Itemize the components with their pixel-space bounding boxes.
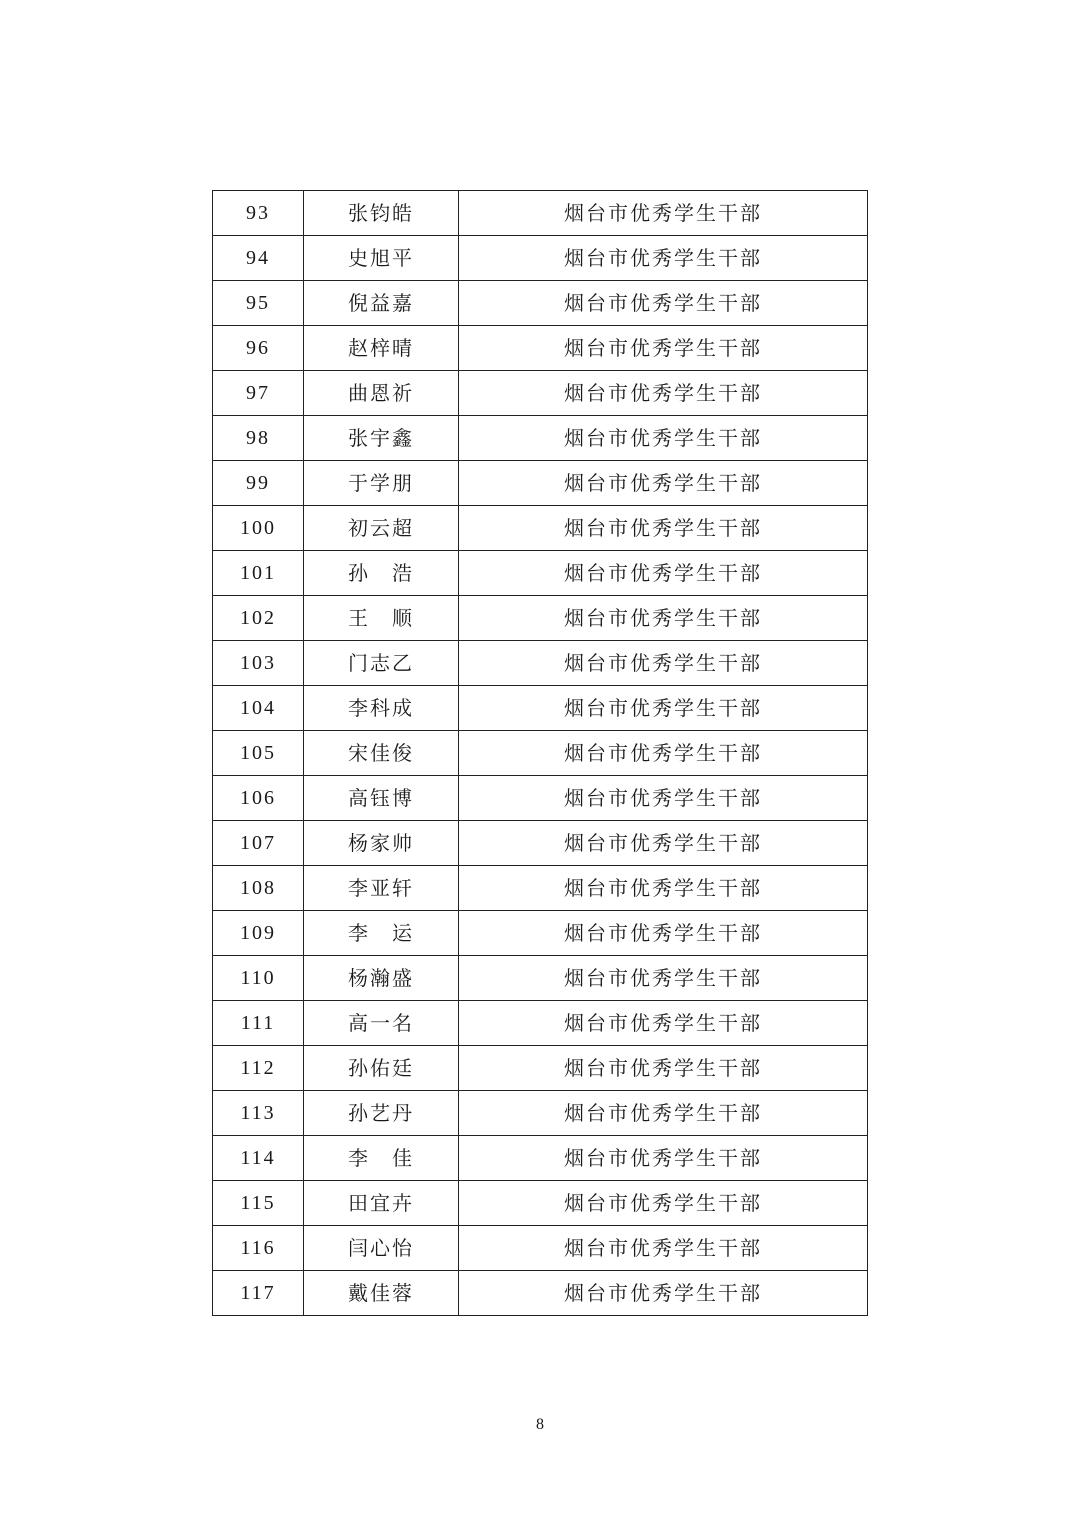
student-name-cell: 于学朋 <box>304 461 459 506</box>
award-table-body <box>213 191 868 1316</box>
student-name-cell: 赵梓晴 <box>304 326 459 371</box>
student-name-cell: 田宜卉 <box>304 1181 459 1226</box>
row-number-cell: 113 <box>213 1091 304 1136</box>
row-number-cell: 104 <box>213 686 304 731</box>
row-number-cell: 112 <box>213 1046 304 1091</box>
student-name-cell: 李 运 <box>304 911 459 956</box>
student-name-cell: 戴佳蓉 <box>304 1271 459 1316</box>
award-title-cell: 烟台市优秀学生干部 <box>459 866 868 911</box>
table-row <box>213 686 868 731</box>
row-number-cell: 105 <box>213 731 304 776</box>
award-title-cell: 烟台市优秀学生干部 <box>459 1226 868 1271</box>
row-number-cell: 95 <box>213 281 304 326</box>
row-number-cell: 96 <box>213 326 304 371</box>
table-row <box>213 416 868 461</box>
row-number-cell: 116 <box>213 1226 304 1271</box>
row-number-cell: 99 <box>213 461 304 506</box>
award-title-cell: 烟台市优秀学生干部 <box>459 686 868 731</box>
table-row <box>213 821 868 866</box>
row-number-cell: 109 <box>213 911 304 956</box>
award-title-cell: 烟台市优秀学生干部 <box>459 506 868 551</box>
row-number-cell: 108 <box>213 866 304 911</box>
table-row <box>213 551 868 596</box>
student-name-cell: 倪益嘉 <box>304 281 459 326</box>
table-row <box>213 911 868 956</box>
student-name-cell: 史旭平 <box>304 236 459 281</box>
award-title-cell: 烟台市优秀学生干部 <box>459 281 868 326</box>
row-number-cell: 117 <box>213 1271 304 1316</box>
table-row <box>213 1226 868 1271</box>
student-name-cell: 孙佑廷 <box>304 1046 459 1091</box>
row-number-cell: 106 <box>213 776 304 821</box>
student-name-cell: 李 佳 <box>304 1136 459 1181</box>
row-number-cell: 101 <box>213 551 304 596</box>
award-title-cell: 烟台市优秀学生干部 <box>459 326 868 371</box>
student-name-cell: 孙艺丹 <box>304 1091 459 1136</box>
student-name-cell: 宋佳俊 <box>304 731 459 776</box>
table-row <box>213 641 868 686</box>
award-table <box>212 190 868 1316</box>
award-title-cell: 烟台市优秀学生干部 <box>459 551 868 596</box>
table-row <box>213 776 868 821</box>
row-number-cell: 94 <box>213 236 304 281</box>
row-number-cell: 114 <box>213 1136 304 1181</box>
table-row <box>213 1091 868 1136</box>
student-name-cell: 孙 浩 <box>304 551 459 596</box>
award-title-cell: 烟台市优秀学生干部 <box>459 1001 868 1046</box>
student-name-cell: 曲恩祈 <box>304 371 459 416</box>
table-row <box>213 866 868 911</box>
award-title-cell: 烟台市优秀学生干部 <box>459 1091 868 1136</box>
award-title-cell: 烟台市优秀学生干部 <box>459 461 868 506</box>
student-name-cell: 张钧皓 <box>304 191 459 236</box>
award-title-cell: 烟台市优秀学生干部 <box>459 1136 868 1181</box>
student-name-cell: 高钰博 <box>304 776 459 821</box>
row-number-cell: 111 <box>213 1001 304 1046</box>
student-name-cell: 张宇鑫 <box>304 416 459 461</box>
award-title-cell: 烟台市优秀学生干部 <box>459 731 868 776</box>
student-name-cell: 门志乙 <box>304 641 459 686</box>
row-number-cell: 100 <box>213 506 304 551</box>
award-title-cell: 烟台市优秀学生干部 <box>459 1181 868 1226</box>
table-row <box>213 596 868 641</box>
row-number-cell: 93 <box>213 191 304 236</box>
award-title-cell: 烟台市优秀学生干部 <box>459 1271 868 1316</box>
table-row <box>213 956 868 1001</box>
award-title-cell: 烟台市优秀学生干部 <box>459 776 868 821</box>
student-name-cell: 李亚轩 <box>304 866 459 911</box>
row-number-cell: 102 <box>213 596 304 641</box>
row-number-cell: 98 <box>213 416 304 461</box>
student-name-cell: 王 顺 <box>304 596 459 641</box>
table-row <box>213 731 868 776</box>
row-number-cell: 103 <box>213 641 304 686</box>
page-number: 8 <box>536 1416 544 1433</box>
award-title-cell: 烟台市优秀学生干部 <box>459 371 868 416</box>
table-row <box>213 1001 868 1046</box>
row-number-cell: 110 <box>213 956 304 1001</box>
student-name-cell: 杨瀚盛 <box>304 956 459 1001</box>
table-row <box>213 1271 868 1316</box>
award-title-cell: 烟台市优秀学生干部 <box>459 236 868 281</box>
table-row <box>213 1136 868 1181</box>
table-row <box>213 1181 868 1226</box>
award-title-cell: 烟台市优秀学生干部 <box>459 821 868 866</box>
table-row <box>213 326 868 371</box>
table-row <box>213 281 868 326</box>
student-name-cell: 初云超 <box>304 506 459 551</box>
award-title-cell: 烟台市优秀学生干部 <box>459 1046 868 1091</box>
student-name-cell: 闫心怡 <box>304 1226 459 1271</box>
award-title-cell: 烟台市优秀学生干部 <box>459 911 868 956</box>
table-row <box>213 1046 868 1091</box>
table-row <box>213 191 868 236</box>
table-row <box>213 371 868 416</box>
award-title-cell: 烟台市优秀学生干部 <box>459 596 868 641</box>
award-title-cell: 烟台市优秀学生干部 <box>459 956 868 1001</box>
table-row <box>213 506 868 551</box>
award-title-cell: 烟台市优秀学生干部 <box>459 416 868 461</box>
table-row <box>213 236 868 281</box>
award-title-cell: 烟台市优秀学生干部 <box>459 191 868 236</box>
row-number-cell: 97 <box>213 371 304 416</box>
student-name-cell: 李科成 <box>304 686 459 731</box>
table-row <box>213 461 868 506</box>
row-number-cell: 107 <box>213 821 304 866</box>
student-name-cell: 杨家帅 <box>304 821 459 866</box>
row-number-cell: 115 <box>213 1181 304 1226</box>
student-name-cell: 高一名 <box>304 1001 459 1046</box>
award-title-cell: 烟台市优秀学生干部 <box>459 641 868 686</box>
